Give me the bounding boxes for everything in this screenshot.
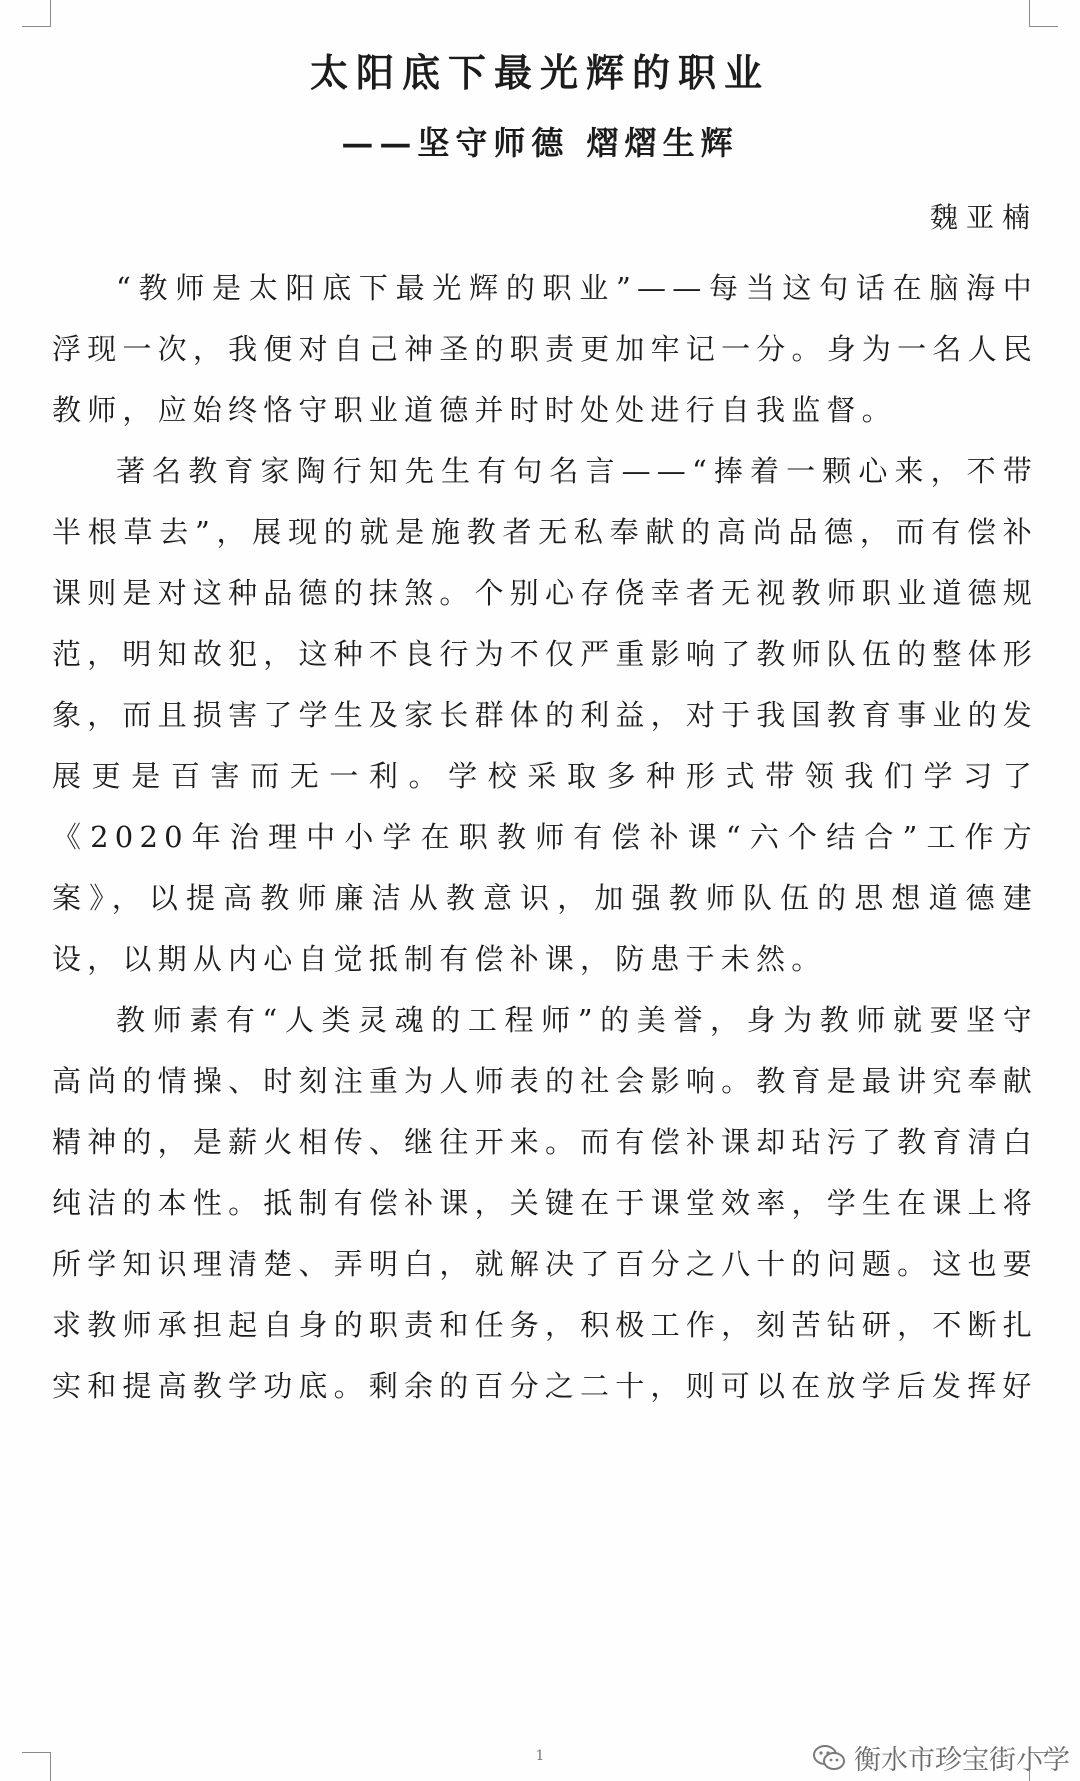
source-watermark: [812, 1738, 1070, 1777]
document-author: 魏亚楠: [929, 201, 1038, 234]
crop-mark-top-right: [1029, 0, 1058, 27]
document-subtitle: ——坚守师德 熠熠生辉: [341, 124, 739, 162]
wechat-icon: [812, 1744, 846, 1772]
paragraph-2: 著名教育家陶行知先生有句名言——“捧着一颗心来，不带半根草去”，展现的就是施教者无私奉献的高尚品德，而有偿补课则是对这种品德的抹煞。个别心存侥幸者无视教师职业道德规范，明知故犯，这种不良行为不仅严重影响了教师队伍的整体形象，而且损害了学生及家长群体的利益，对于我国教育事业的发展更是百害而无一利。学校采取多种形式带领我们学习了《2020年治理中小学在职教师有偿补课“六个结合”工作方案》，以提高教师廉洁从教意识，加强教师队伍的思想道德建设，以期从内心自觉抵制有偿补课，防患于未然。: [52, 454, 1038, 976]
document-body: [52, 258, 1038, 1417]
watermark-text: 衡水市珍宝街小学: [854, 1745, 1070, 1776]
crop-mark-top-left: [22, 0, 51, 27]
paragraph-1: “教师是太阳底下最光辉的职业”——每当这句话在脑海中浮现一次，我便对自己神圣的职责更加牢记一分。身为一名人民教师，应始终恪守职业道德并时时处处进行自我监督。: [52, 271, 1038, 427]
page-number: 1: [535, 1748, 545, 1764]
paragraph-3: 教师素有“人类灵魂的工程师”的美誉，身为教师就要坚守高尚的情操、时刻注重为人师表的社会影响。教育是最讲究奉献精神的，是薪火相传、继往开来。而有偿补课却玷污了教育清白纯洁的本性。抵制有偿补课，关键在于课堂效率，学生在课上将所学知识理清楚、弄明白，就解决了百分之八十的问题。这也要求教师承担起自身的职责和任务，积极工作，刻苦钻研，不断扎实和提高教学功底。剩余的百分之二十，则可以在放学后发挥好: [52, 1003, 1038, 1403]
document-title: 太阳底下最光辉的职业: [309, 50, 770, 95]
